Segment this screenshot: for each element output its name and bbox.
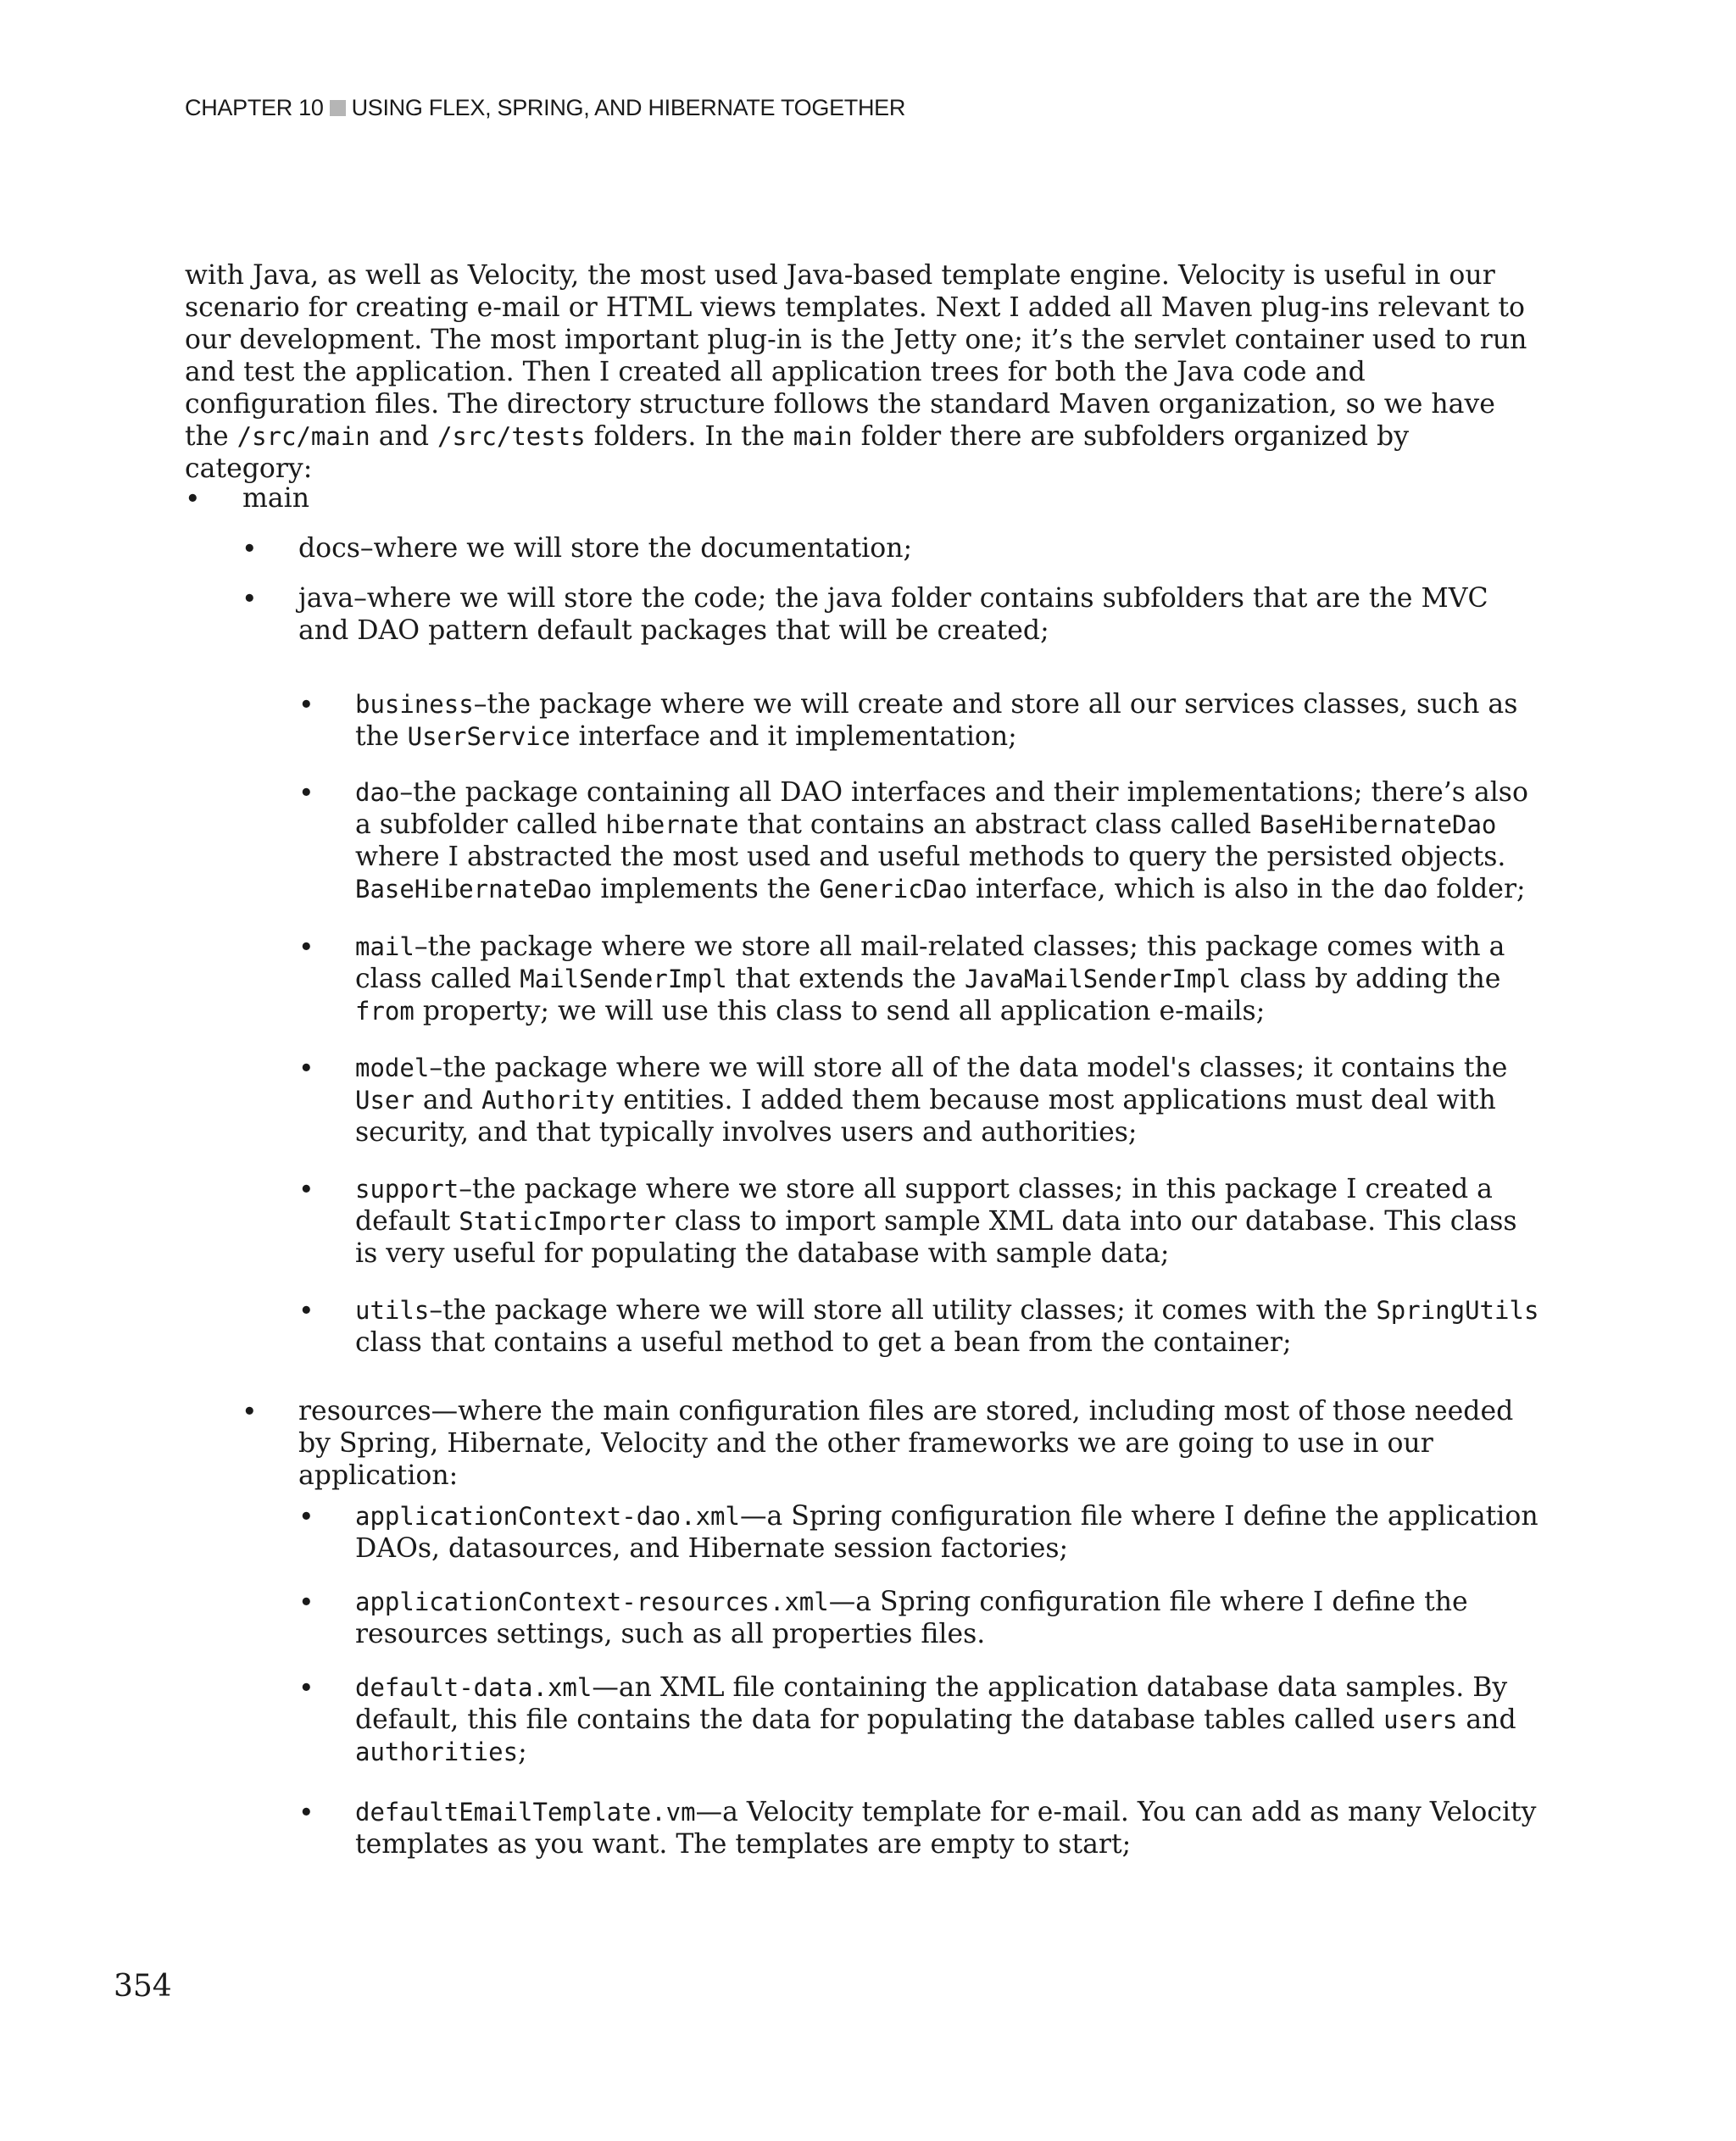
code-staticimporter: StaticImporter bbox=[459, 1207, 666, 1236]
bullet-icon: • bbox=[298, 1054, 314, 1084]
code-users: users bbox=[1383, 1705, 1458, 1734]
bullet-icon: • bbox=[298, 1502, 314, 1532]
support-text-2: class to import sample XML data into our database. This class is very useful for populating the database with sample data; bbox=[355, 1206, 1517, 1269]
code-dao-2: dao bbox=[1383, 875, 1428, 904]
list-item-support bbox=[355, 1173, 1542, 1270]
code-genericdao: GenericDao bbox=[819, 875, 968, 904]
appres-text-1: —a Spring configuration file where I define the resources settings, such as all properties files. bbox=[355, 1587, 1468, 1649]
code-authorities: authorities bbox=[355, 1738, 519, 1766]
dao-text-3: where I abstracted the most used and useful methods to query the persisted objects. bbox=[355, 842, 1506, 872]
code-src-tests: /src/tests bbox=[437, 422, 586, 451]
code-utils: utils bbox=[355, 1296, 430, 1325]
code-userservice: UserService bbox=[407, 722, 570, 751]
mail-text-3: class by adding the bbox=[1231, 964, 1501, 994]
square-separator-icon bbox=[330, 100, 346, 116]
intro-text-2: and bbox=[370, 421, 438, 452]
defdata-text-1: —an XML file containing the application database data samples. By default, this file contains the data for populating the database tables called bbox=[355, 1672, 1508, 1735]
bullet-icon: • bbox=[298, 1673, 314, 1704]
code-from: from bbox=[355, 997, 415, 1026]
bullet-icon: • bbox=[298, 778, 314, 809]
code-mail: mail bbox=[355, 932, 415, 961]
dao-text-6: folder; bbox=[1427, 874, 1526, 904]
intro-paragraph bbox=[185, 259, 1541, 485]
dao-text-1: –the package containing all DAO interfaces and their implementations; there’s also a subfolder called bbox=[355, 777, 1528, 840]
list-item-default-data bbox=[355, 1671, 1542, 1768]
dao-text-5: interface, which is also in the bbox=[967, 874, 1384, 904]
code-support: support bbox=[355, 1175, 459, 1204]
utils-text-2: class that contains a useful method to get a bean from the container; bbox=[355, 1327, 1292, 1358]
bullet-icon: • bbox=[298, 932, 314, 963]
business-text-2: interface and it implementation; bbox=[570, 721, 1017, 752]
code-main: main bbox=[793, 422, 853, 451]
intro-text-1: with Java, as well as Velocity, the most used Java-based template engine. Velocity is useful in our scenario for creating e-mail or HTML views templates. Next I added all Maven plug-ins relevant to our development. The most important plug-in is the Jetty one; it’s the servlet container used to run and test the application. Then I created all application trees for both the Java code and configuration files. The directory structure follows the standard Maven organization, so we have the bbox=[185, 260, 1527, 452]
appdao-text-1: —a Spring configuration file where I define the application DAOs, datasources, and Hibernate session factories; bbox=[355, 1501, 1538, 1564]
model-text-1: –the package where we will store all of the data model's classes; it contains the bbox=[429, 1053, 1508, 1083]
bullet-icon: • bbox=[242, 1397, 258, 1427]
utils-text-1: –the package where we will store all utility classes; it comes with the bbox=[429, 1295, 1377, 1326]
list-item-mail bbox=[355, 931, 1542, 1027]
dao-text-4: implements the bbox=[592, 874, 820, 904]
code-appcontext-dao: applicationContext-dao.xml bbox=[355, 1502, 740, 1531]
code-src-main: /src/main bbox=[236, 422, 370, 451]
code-model: model bbox=[355, 1054, 430, 1082]
list-item-java: java–where we will store the code; the java folder contains subfolders that are the MVC and DAO pattern default packages that will be created; bbox=[298, 583, 1488, 646]
list-item-default-email-template bbox=[355, 1796, 1542, 1860]
list-item-docs: docs–where we will store the documentation; bbox=[298, 533, 913, 564]
code-basehibernatedao-2: BaseHibernateDao bbox=[355, 875, 593, 904]
chapter-title: USING FLEX, SPRING, AND HIBERNATE TOGETHER bbox=[351, 95, 906, 120]
model-text-3: entities. I added them because most applications must deal with security, and that typically involves users and authorities; bbox=[355, 1085, 1496, 1148]
bullet-icon: • bbox=[298, 690, 314, 720]
mail-text-1: –the package where we store all mail-related classes; this package comes with a class called bbox=[355, 931, 1505, 994]
bullet-icon: • bbox=[242, 534, 258, 564]
running-head bbox=[185, 95, 905, 121]
support-text-1: –the package where we store all support classes; in this package I created a default bbox=[355, 1174, 1493, 1237]
defdata-text-2: and bbox=[1457, 1704, 1516, 1735]
bullet-icon: • bbox=[242, 584, 258, 614]
list-item-main: main bbox=[242, 483, 310, 514]
defdata-text-3: ; bbox=[518, 1737, 527, 1767]
list-item-utils bbox=[355, 1294, 1542, 1359]
code-hibernate: hibernate bbox=[605, 810, 739, 839]
list-item-appcontext-dao bbox=[355, 1500, 1542, 1565]
list-item-resources: resources—where the main configuration files are stored, including most of those needed by Spring, Hibernate, Velocity and the other frameworks we are going to use in our application: bbox=[298, 1396, 1514, 1491]
page-number: 354 bbox=[114, 1969, 172, 2004]
model-text-2: and bbox=[414, 1085, 482, 1115]
list-item-appcontext-resources bbox=[355, 1586, 1542, 1650]
code-user: User bbox=[355, 1086, 415, 1115]
code-default-data: default-data.xml bbox=[355, 1673, 593, 1702]
code-springutils: SpringUtils bbox=[1376, 1296, 1539, 1325]
intro-text-4: folder there are subfolders organized by category: bbox=[185, 421, 1410, 484]
code-authority: Authority bbox=[481, 1086, 615, 1115]
code-basehibernatedao: BaseHibernateDao bbox=[1260, 810, 1497, 839]
list-item-dao bbox=[355, 776, 1542, 905]
intro-text-3: folders. In the bbox=[585, 421, 793, 452]
deftpl-text-1: —a Velocity template for e-mail. You can add as many Velocity templates as you want. The templates are empty to start; bbox=[355, 1797, 1537, 1860]
code-appcontext-resources: applicationContext-resources.xml bbox=[355, 1588, 829, 1616]
chapter-label: CHAPTER 10 bbox=[185, 95, 324, 120]
bullet-icon: • bbox=[298, 1296, 314, 1326]
code-business: business bbox=[355, 690, 474, 719]
bullet-icon: • bbox=[298, 1175, 314, 1205]
mail-text-4: property; we will use this class to send all application e-mails; bbox=[414, 996, 1266, 1026]
bullet-icon: • bbox=[298, 1798, 314, 1828]
code-default-email-template: defaultEmailTemplate.vm bbox=[355, 1798, 696, 1827]
code-dao: dao bbox=[355, 778, 400, 807]
list-item-model bbox=[355, 1052, 1542, 1148]
business-text-1: –the package where we will create and store all our services classes, such as the bbox=[355, 689, 1518, 752]
code-javamailsenderimpl: JavaMailSenderImpl bbox=[965, 965, 1232, 993]
mail-text-2: that extends the bbox=[726, 964, 965, 994]
list-item-business bbox=[355, 688, 1542, 753]
dao-text-2: that contains an abstract class called bbox=[738, 809, 1260, 840]
code-mailsenderimpl: MailSenderImpl bbox=[520, 965, 727, 993]
bullet-icon: • bbox=[185, 484, 201, 514]
bullet-icon: • bbox=[298, 1588, 314, 1618]
